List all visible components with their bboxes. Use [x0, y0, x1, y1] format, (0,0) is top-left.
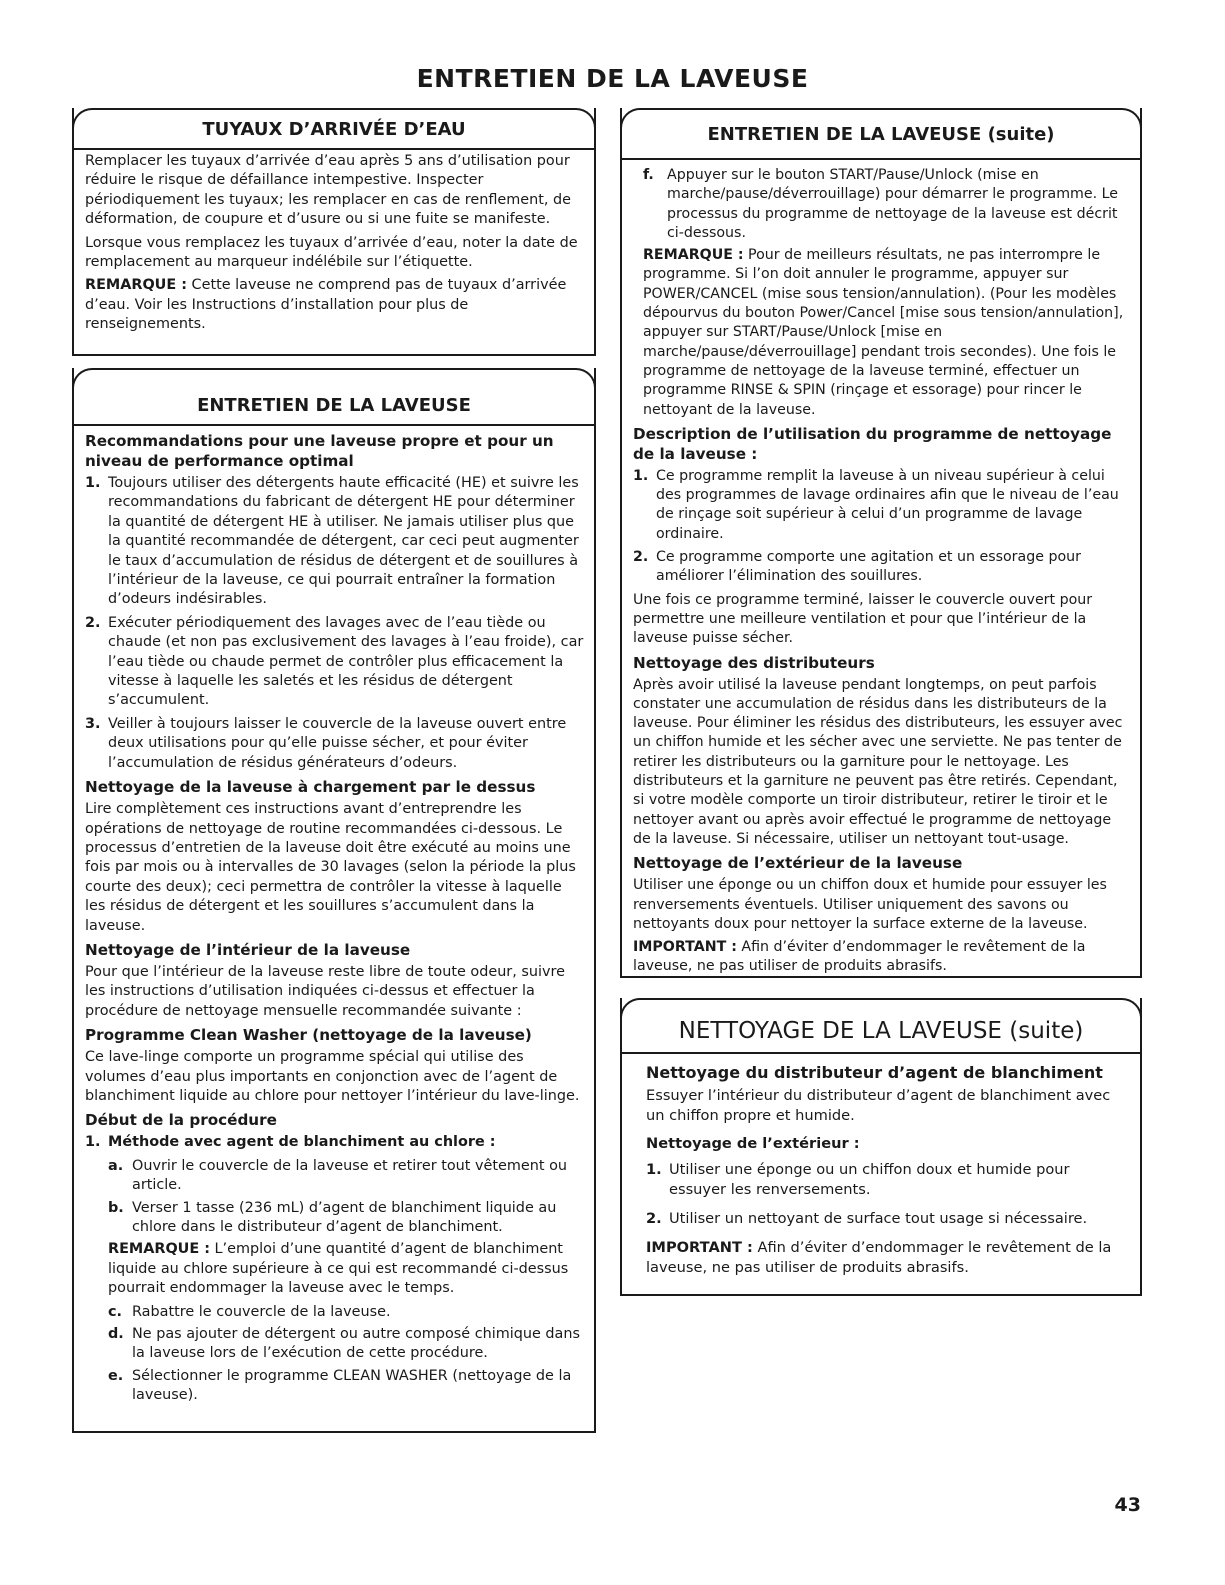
list-item: [85, 474, 584, 610]
item-letter: f.: [643, 167, 654, 183]
note-label: REMARQUE :: [108, 1241, 210, 1258]
important-note: [633, 938, 1130, 976]
sub-item-text: Rabattre le couvercle de la laveuse.: [132, 1303, 391, 1320]
important-note: [646, 1238, 1128, 1278]
item-text: Exécuter périodiquement des lavages avec de l’eau tiède ou chaude (et non pas exclusivement des lavages à l’eau froide), car l’eau tiède ou chaude permet de contrôler plus efficacement la vitesse à laquelle les saletés et les résidus de détergent s’accumulent.: [108, 614, 584, 709]
item-text: Toujours utiliser des détergents haute efficacité (HE) et suivre les recommandations du fabricant de détergent HE pour déterminer la quantité de détergent HE à utiliser. Ne jamais utiliser plus que la quantité recommandée de détergent, car ceci peut augmenter le taux d’accumulation de résidus de détergent et de souillures à l’intérieur de la laveuse, ce qui pourrait entraîner la formation d’odeurs indésirables.: [108, 475, 579, 608]
item-letter: e.: [108, 1367, 124, 1384]
list-item: [633, 467, 1130, 544]
item-letter: c.: [108, 1303, 122, 1320]
important-text: Afin d’éviter d’endommager le revêtement de la laveuse, ne pas utiliser de produits abrasifs.: [633, 939, 1086, 975]
note-text: Cette laveuse ne comprend pas de tuyaux d’arrivée d’eau. Voir les Instructions d’installation pour plus de renseignements.: [85, 277, 567, 333]
sub-item: [108, 1303, 584, 1322]
item-text: Veiller à toujours laisser le couvercle de la laveuse ouvert entre deux utilisations pour qu’elle puisse sécher, et pour éviter l’accumulation de résidus générateurs d’odeurs.: [108, 715, 567, 771]
item-number: 1.: [646, 1161, 662, 1178]
list-item: [646, 1209, 1128, 1229]
sub-item: [643, 166, 1130, 243]
list-item: [85, 715, 584, 773]
washer-care-title: ENTRETIEN DE LA LAVEUSE: [72, 368, 596, 424]
top-load-cleaning-text: Lire complètement ces instructions avant d’entreprendre les opérations de nettoyage de routine recommandées ci-dessous. Le processus d’entretien de la laveuse doit être exécuté au moins une fois par mois ou à intervalles de 30 lavages (selon la période la plus courte des deux); ceci permettra de contrôler la vitesse à laquelle les résidus de détergent et les souillures s’accumulent dans la laveuse.: [85, 801, 576, 934]
sub-item-text: Ne pas ajouter de détergent ou autre composé chimique dans la laveuse lors de l’exécution de cette procédure.: [132, 1326, 580, 1362]
item-text: Utiliser une éponge ou un chiffon doux et humide pour essuyer les renversements.: [669, 1161, 1070, 1198]
important-label: IMPORTANT :: [633, 939, 737, 956]
recommendations-heading: Recommandations pour une laveuse propre et pour un niveau de performance optimal: [85, 432, 554, 470]
procedure-heading: Début de la procédure: [85, 1111, 277, 1130]
sub-item-text: Ouvrir le couvercle de la laveuse et retirer tout vêtement ou article.: [132, 1157, 568, 1194]
list-item: [85, 614, 584, 711]
sub-item: [108, 1325, 584, 1364]
washer-cleaning-continued-section: [620, 998, 1142, 1296]
note-text: L’emploi d’une quantité d’agent de blanchiment liquide au chlore supérieure à ce qui est recommandé ci-dessus pourrait endommager la laveuse avec le temps.: [108, 1241, 569, 1297]
item-letter: d.: [108, 1326, 124, 1343]
sub-item: [108, 1157, 584, 1196]
note-label: REMARQUE :: [85, 277, 187, 294]
sub-item: [108, 1367, 584, 1406]
water-hoses-title: TUYAUX D’ARRIVÉE D’EAU: [72, 108, 596, 148]
item-letter: b.: [108, 1199, 124, 1216]
item-text: Utiliser un nettoyant de surface tout usage si nécessaire.: [669, 1210, 1088, 1227]
sub-item-text: Verser 1 tasse (236 mL) d’agent de blanchiment liquide au chlore dans le distributeur d’agent de blanchiment.: [132, 1199, 557, 1235]
water-hoses-section: [72, 108, 596, 356]
exterior-heading: Nettoyage de l’extérieur :: [646, 1135, 860, 1152]
method-text: Méthode avec agent de blanchiment au chlore :: [108, 1134, 496, 1151]
important-label: IMPORTANT :: [646, 1239, 753, 1256]
water-hoses-body: [74, 148, 594, 354]
water-hoses-note: [85, 276, 584, 334]
washer-care-continued-body: [622, 158, 1140, 976]
exterior-text: Utiliser une éponge ou un chiffon doux et humide pour essuyer les renversements éventuels. Utiliser uniquement des savons ou nettoyants doux pour nettoyer la surface externe de la laveuse.: [633, 877, 1107, 932]
after-cycle-text: Une fois ce programme terminé, laisser le couvercle ouvert pour permettre une meilleure ventilation et pour que l’intérieur de la laveuse puisse sécher.: [633, 591, 1093, 647]
page-number: 43: [1114, 1494, 1141, 1516]
item-number: 1.: [633, 467, 649, 484]
clean-washer-heading: Programme Clean Washer (nettoyage de la laveuse): [85, 1026, 532, 1045]
water-hoses-paragraph: Remplacer les tuyaux d’arrivée d’eau après 5 ans d’utilisation pour réduire le risque de défaillance intempestive. Inspecter périodiquement les tuyaux; les remplacer en cas de renflement, de déformation, de coupure et d’usure ou si une fuite se manifeste.: [85, 153, 572, 228]
bleach-note: [108, 1240, 584, 1298]
cycle-description-heading: Description de l’utilisation du programme de nettoyage de la laveuse :: [633, 424, 1112, 463]
washer-cleaning-continued-body: [622, 1052, 1140, 1294]
item-number: 2.: [633, 549, 649, 566]
list-item: [633, 548, 1130, 587]
washer-cleaning-continued-title: NETTOYAGE DE LA LAVEUSE (suite): [620, 998, 1142, 1052]
interior-cleaning-heading: Nettoyage de l’intérieur de la laveuse: [85, 940, 411, 959]
note-label: REMARQUE :: [643, 247, 744, 264]
note-text: Pour de meilleurs résultats, ne pas interrompre le programme. Si l’on doit annuler le programme, appuyer sur POWER/CANCEL (mise sous tension/annulation). (Pour les modèles dépourvus du bouton Power/Cancel [mise sous tension/annulation], appuyer sur START/Pause/Unlock [mise en marche/pause/déverrouillage] pendant trois secondes). Une fois le programme de nettoyage de la laveuse terminé, effectuer un programme RINSE & SPIN (rinçage et essorage) pour rincer le nettoyant de la laveuse.: [643, 247, 1124, 418]
washer-care-continued-section: [620, 108, 1142, 978]
sub-item-text: Sélectionner le programme CLEAN WASHER (nettoyage de la laveuse).: [132, 1367, 572, 1404]
important-text: Afin d’éviter d’endommager le revêtement de la laveuse, ne pas utiliser de produits abrasifs.: [646, 1239, 1112, 1276]
page-title: ENTRETIEN DE LA LAVEUSE: [416, 64, 809, 93]
washer-care-body: [74, 424, 594, 1431]
dispensers-text: Après avoir utilisé la laveuse pendant longtemps, on peut parfois constater une accumulation de résidus dans les distributeurs de la laveuse. Pour éliminer les résidus des distributeurs, les essuyer avec un chiffon humide et les sécher avec une serviette. Ne pas tenter de retirer les distributeurs ou la garniture pour le nettoyage. Les distributeurs et la garniture ne peuvent pas être retirés. Cependant, si votre modèle comporte un tiroir distributeur, retirer le tiroir et le nettoyer avant ou après avoir effectué le programme de nettoyage de la laveuse. Si nécessaire, utiliser un nettoyant tout-usage.: [633, 676, 1123, 847]
method-heading: [85, 1133, 584, 1152]
bleach-dispenser-text: Essuyer l’intérieur du distributeur d’agent de blanchiment avec un chiffon propre et humide.: [646, 1087, 1111, 1124]
list-item: [646, 1160, 1128, 1200]
dispensers-heading: Nettoyage des distributeurs: [633, 653, 875, 672]
item-number: 2.: [646, 1210, 662, 1227]
item-text: Ce programme comporte une agitation et un essorage pour améliorer l’élimination des souillures.: [656, 549, 1081, 585]
sub-item-text: Appuyer sur le bouton START/Pause/Unlock (mise en marche/pause/déverrouillage) pour démarrer le programme. Le processus du programme de nettoyage de la laveuse est décrit ci-dessous.: [667, 167, 1118, 241]
item-letter: a.: [108, 1157, 124, 1174]
item-number: 3.: [85, 715, 101, 732]
item-number: 1.: [85, 1134, 101, 1151]
exterior-heading: Nettoyage de l’extérieur de la laveuse: [633, 854, 963, 873]
item-number: 1.: [85, 475, 101, 491]
washer-care-section: [72, 368, 596, 1433]
bleach-dispenser-heading: Nettoyage du distributeur d’agent de blanchiment: [646, 1063, 1103, 1082]
clean-washer-text: Ce lave-linge comporte un programme spécial qui utilise des volumes d’eau plus importants en conjonction avec de l’agent de blanchiment liquide au chlore pour nettoyer l’intérieur du lave-linge.: [85, 1049, 580, 1104]
item-text: Ce programme remplit la laveuse à un niveau supérieur à celui des programmes de lavage ordinaires afin que le niveau de l’eau de rinçage soit supérieur à celui d’un programme de lavage ordinaire.: [656, 467, 1119, 542]
sub-item: [108, 1199, 584, 1238]
washer-care-continued-title: ENTRETIEN DE LA LAVEUSE (suite): [620, 108, 1142, 158]
top-load-cleaning-heading: Nettoyage de la laveuse à chargement par le dessus: [85, 778, 536, 797]
cycle-note: [643, 246, 1130, 420]
item-number: 2.: [85, 614, 101, 631]
water-hoses-paragraph: Lorsque vous remplacez les tuyaux d’arrivée d’eau, noter la date de remplacement au marqueur indélébile sur l’étiquette.: [85, 234, 578, 271]
interior-cleaning-text: Pour que l’intérieur de la laveuse reste libre de toute odeur, suivre les instructions d’utilisation indiquées ci-dessus et effectuer la procédure de nettoyage mensuelle recommandée suivante :: [85, 963, 565, 1019]
